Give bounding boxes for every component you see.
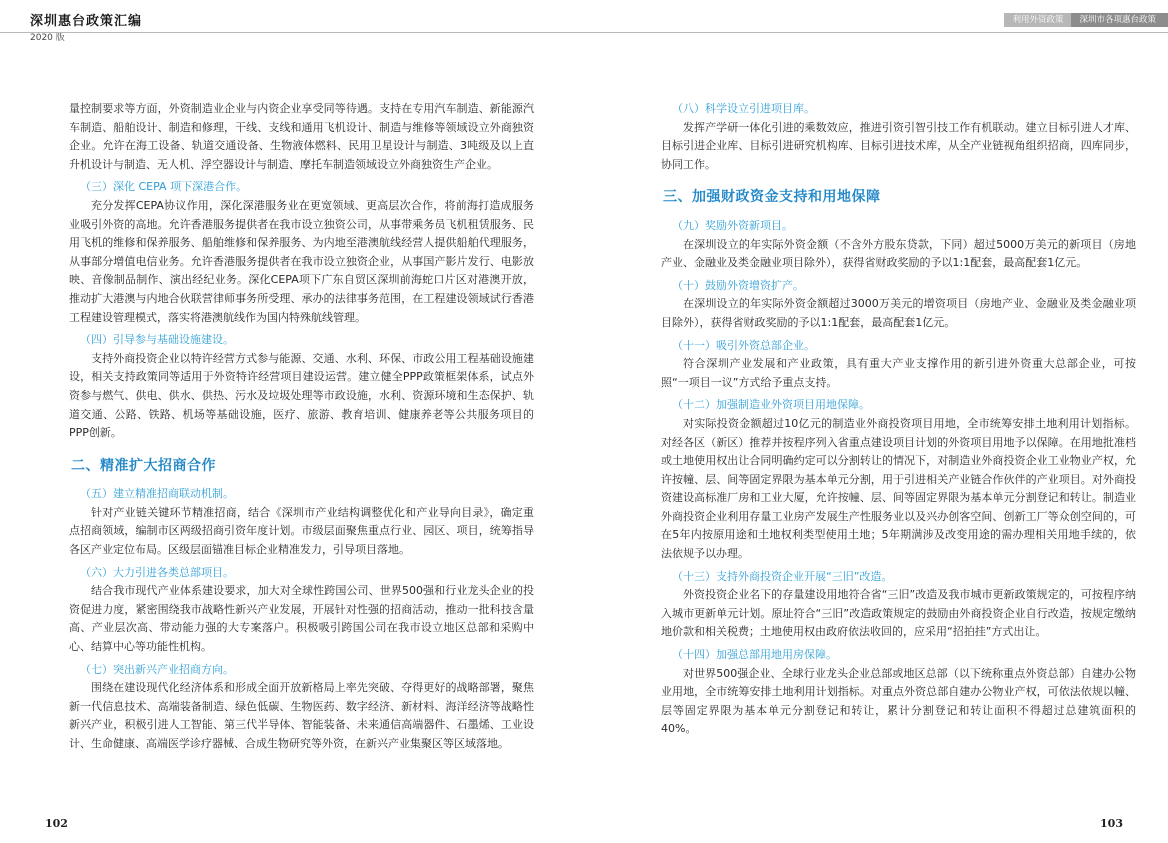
chapter-tag-secondary: 深圳市各项惠台政策 <box>1071 13 1168 27</box>
subsection-heading: （四）引导参与基础设施建设。 <box>80 333 234 347</box>
paragraph: 支持外商投资企业以特许经营方式参与能源、交通、水利、环保、市政公用工程基础设施建设，相关支持政策同等适用于外资特许经营项目建设运营。建立健全PPP政策框架体系，试点外资参与燃气、供电、供水、供热、污水及垃圾处理等市政设施，水利、资源环境和生态保护、轨道交通、公路、铁路、机场等基础设施，医疗、旅游、教育培训、健康养老等公共服务项目的PPP创新。 <box>69 351 534 440</box>
subsection-heading: （五）建立精准招商联动机制。 <box>80 487 234 501</box>
subsection-heading: （六）大力引进各类总部项目。 <box>80 565 234 579</box>
subsection-heading: （十一）吸引外资总部企业。 <box>672 338 815 352</box>
subsection-heading: （十三）支持外商投资企业开展“三旧”改造。 <box>672 569 893 583</box>
subsection-heading: （九）奖励外资新项目。 <box>672 218 793 232</box>
paragraph: 在深圳设立的年实际外资金额（不含外方股东贷款，下同）超过5000万美元的新项目（房地产业、金融业及类金融业项目除外），获得省财政奖励的予以1:1配套，最高配套1亿元。 <box>661 237 1136 270</box>
paragraph: 对世界500强企业、全球行业龙头企业总部或地区总部（以下统称重点外资总部）自建办公物业用地，全市统筹安排土地利用计划指标。对重点外资总部自建办公物业产权，可依法依规以幢、层等固定界限为基本单元分割登记和转让，累计分割登记和转让面积不得超过总建筑面积的40%。 <box>661 666 1136 736</box>
book-header <box>30 10 142 43</box>
page-number-right: 103 <box>1100 817 1123 830</box>
subsection-heading: （三）深化 CEPA 项下深港合作。 <box>80 180 248 194</box>
chapter-tags <box>1004 13 1168 27</box>
paragraph: 外资投资企业名下的存量建设用地符合省“三旧”改造及我市城市更新政策规定的，可按程序纳入城市更新单元计划。原址符合“三旧”改造政策规定的鼓励由外商投资企业自行改造，按规定缴纳地价款和相关税费；土地使用权由政府依法收回的，应采用“招拍挂”方式出让。 <box>661 588 1136 639</box>
subsection-heading: （十二）加强制造业外资项目用地保障。 <box>672 398 870 412</box>
paragraph: 充分发挥CEPA协议作用，深化深港服务业在更宽领域、更高层次合作，将前海打造成服务业吸引外资的高地。允许香港服务提供者在我市设立独资公司，从事带乘务员飞机租赁服务、民用飞机的维修和保养服务、船舶维修和保养服务、为内地至港澳航线经营人提供船舶代理服务，从事部分增值电信业务。允许香港服务提供者在我市设立独资企业，从事国产影片发行、电影放映、音像制品制作、演出经纪业务。深化CEPA项下广东自贸区深圳前海蛇口片区对港澳开放，推动扩大港澳与内地合伙联营律师事务所受理、承办的法律事务范围，在工程建设领域试行香港工程建设管理模式，落实将港澳航线作为国内特殊航线管理。 <box>69 198 534 324</box>
subsection-heading: （十四）加强总部用地用房保障。 <box>672 648 837 662</box>
section-heading: 三、加强财政资金支持和用地保障 <box>663 189 881 206</box>
paragraph: 在深圳设立的年实际外资金额超过3000万美元的增资项目（房地产业、金融业及类金融业项目除外），获得省财政奖励的予以1:1配套，最高配套1亿元。 <box>661 297 1136 329</box>
paragraph: 结合我市现代产业体系建设要求，加大对全球性跨国公司、世界500强和行业龙头企业的投资促进力度，紧密围绕我市战略性新兴产业发展，开展针对性强的招商活动，推动一批科技含量高、产业层次高、带动能力强的大专案落户。积极吸引跨国公司在我市设立地区总部和采购中心、结算中心等功能性机构。 <box>69 584 534 654</box>
paragraph: 针对产业链关键环节精准招商，结合《深圳市产业结构调整优化和产业导向目录》，确定重点招商领域，编制市区两级招商引资年度计划。市级层面聚焦重点行业、园区、项目，统筹指导各区产业定位布局。区级层面锚准目标企业精准发力，引导项目落地。 <box>69 505 534 557</box>
paragraph: 符合深圳产业发展和产业政策，具有重大产业支撑作用的新引进外资重大总部企业，可按照“一项目一议”方式给予重点支持。 <box>661 357 1136 389</box>
paragraph: 对实际投资金额超过10亿元的制造业外商投资项目用地，全市统筹安排土地利用计划指标。对经各区（新区）推荐并按程序列入省重点建设项目计划的外资项目用地予以保障。在用地批准档或土地使用权出让合同明确约定可以分割转让的情况下，对制造业外商投资企业工业物业产权，允许按幢、层、间等固定界限为基本单元分割，用于引进相关产业链合作伙伴的产业项目。对外商投资建设高标准厂房和工业大厦，允许按幢、层、间等固定界限为基本单元分割登记和转让。制造业外商投资企业利用存量工业房产发展生产性服务业以及兴办创客空间、创新工厂等众创空间的，可在5年内按原用途和土地权利类型使用土地；5年期满涉及改变用途的需办理相关用地手续的，依法依规予以办理。 <box>661 416 1136 561</box>
paragraph: 围绕在建设现代化经济体系和形成全面开放新格局上率先突破、夺得更好的战略部署，聚焦新一代信息技术、高端装备制造、绿色低碳、生物医药、数字经济、新材料、海洋经济等战略性新兴产业，积极引进人工智能、第三代半导体、智能装备、未来通信高端器件、石墨烯、工业设计、生命健康、高端医学诊疗器械、合成生物研究等外资，在新兴产业集聚区等区域落地。 <box>69 681 534 750</box>
subsection-heading: （七）突出新兴产业招商方向。 <box>80 662 234 676</box>
page-number-left: 102 <box>45 817 68 830</box>
paragraph: 发挥产学研一体化引进的乘数效应，推进引资引智引技工作有机联动。建立目标引进人才库、目标引进企业库、目标引进研究机构库、目标引进技术库，从全产业链视角组织招商，四库同步，协同工作。 <box>661 120 1136 171</box>
chapter-tag-primary: 利用外资政策 <box>1004 13 1071 27</box>
section-heading: 二、精准扩大招商合作 <box>71 457 216 474</box>
book-year: 2020 版 <box>30 33 65 43</box>
right-page-body <box>661 100 1136 739</box>
paragraph: 量控制要求等方面，外资制造业企业与内资企业享受同等待遇。支持在专用汽车制造、新能源汽车制造、船舶设计、制造和修理，干线、支线和通用飞机设计、制造与维修等领域设立外商独资企业。允许在海工设备、轨道交通设备、生物液体燃料、民用卫星设计与制造、3吨级及以上直升机设计与制造、无人机、浮空器设计与制造、摩托车制造领域设立外商独资生产企业。 <box>69 102 534 171</box>
subsection-heading: （八）科学设立引进项目库。 <box>672 102 815 115</box>
book-title: 深圳惠台政策汇编 <box>30 14 143 29</box>
subsection-heading: （十）鼓励外资增资扩产。 <box>672 278 804 292</box>
header-divider <box>0 32 1168 33</box>
left-page-body <box>69 100 534 754</box>
